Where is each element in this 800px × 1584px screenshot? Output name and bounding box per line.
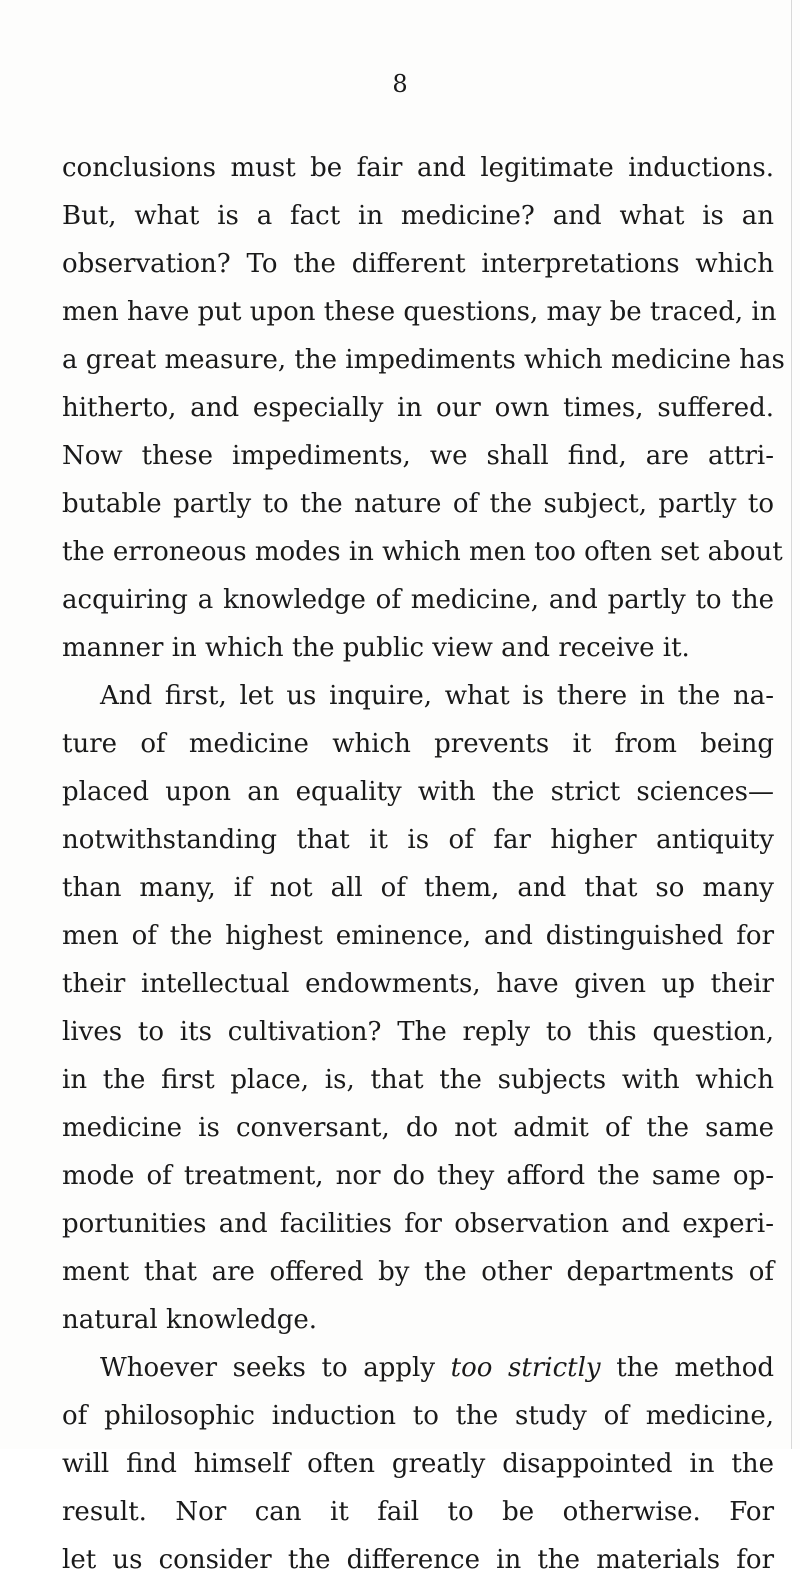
text-segment: the method [600, 1353, 775, 1383]
text-line: hitherto, and especially in our own times, suffered. [62, 393, 774, 423]
text-line: men of the highest eminence, and distinguished for [62, 921, 774, 951]
text-line: acquiring a knowledge of medicine, and partly to the [62, 585, 774, 615]
text-line: mode of treatment, nor do they afford the same op- [62, 1161, 774, 1191]
text-segment: Whoever seeks to apply [100, 1353, 451, 1383]
text-line: result. Nor can it fail to be otherwise. For [62, 1497, 774, 1527]
text-line: men have put upon these questions, may be traced, in [62, 297, 777, 327]
text-line: conclusions must be fair and legitimate inductions. [62, 153, 774, 183]
text-line: ment that are offered by the other departments of [62, 1257, 774, 1287]
text-line: But, what is a fact in medicine? and what is an [62, 201, 774, 231]
text-line: lives to its cultivation? The reply to this question, [62, 1017, 774, 1047]
text-line: a great measure, the impediments which medicine has [62, 345, 785, 375]
page-edge-line [791, 0, 792, 1449]
text-line: ture of medicine which prevents it from being [62, 729, 774, 759]
text-line: their intellectual endowments, have given up their [62, 969, 774, 999]
text-line: placed upon an equality with the strict sciences— [62, 777, 774, 807]
paragraph-start-line: And first, let us inquire, what is there in the na- [100, 681, 774, 711]
text-line: notwithstanding that it is of far higher antiquity [62, 825, 774, 855]
text-line: of philosophic induction to the study of medicine, [62, 1401, 774, 1431]
text-line: portunities and facilities for observation and experi- [62, 1209, 774, 1239]
text-line: in the first place, is, that the subjects with which [62, 1065, 774, 1095]
emphasis-text: too strictly [450, 1353, 601, 1383]
body-text [62, 144, 785, 1584]
text-line: than many, if not all of them, and that so many [62, 873, 774, 903]
text-line: observation? To the different interpretations which [62, 249, 774, 279]
text-line: let us consider the difference in the materials for [62, 1545, 774, 1575]
paragraph-start-line [62, 1344, 774, 1392]
text-line: Now these impediments, we shall find, are attri- [62, 441, 774, 471]
page-number: 8 [392, 70, 408, 98]
text-line: butable partly to the nature of the subject, partly to [62, 489, 774, 519]
text-line: the erroneous modes in which men too often set about [62, 537, 783, 567]
text-line: manner in which the public view and receive it. [62, 633, 690, 663]
text-line: medicine is conversant, do not admit of the same [62, 1113, 774, 1143]
text-line: will find himself often greatly disappointed in the [62, 1449, 774, 1479]
text-line: natural knowledge. [62, 1305, 317, 1335]
